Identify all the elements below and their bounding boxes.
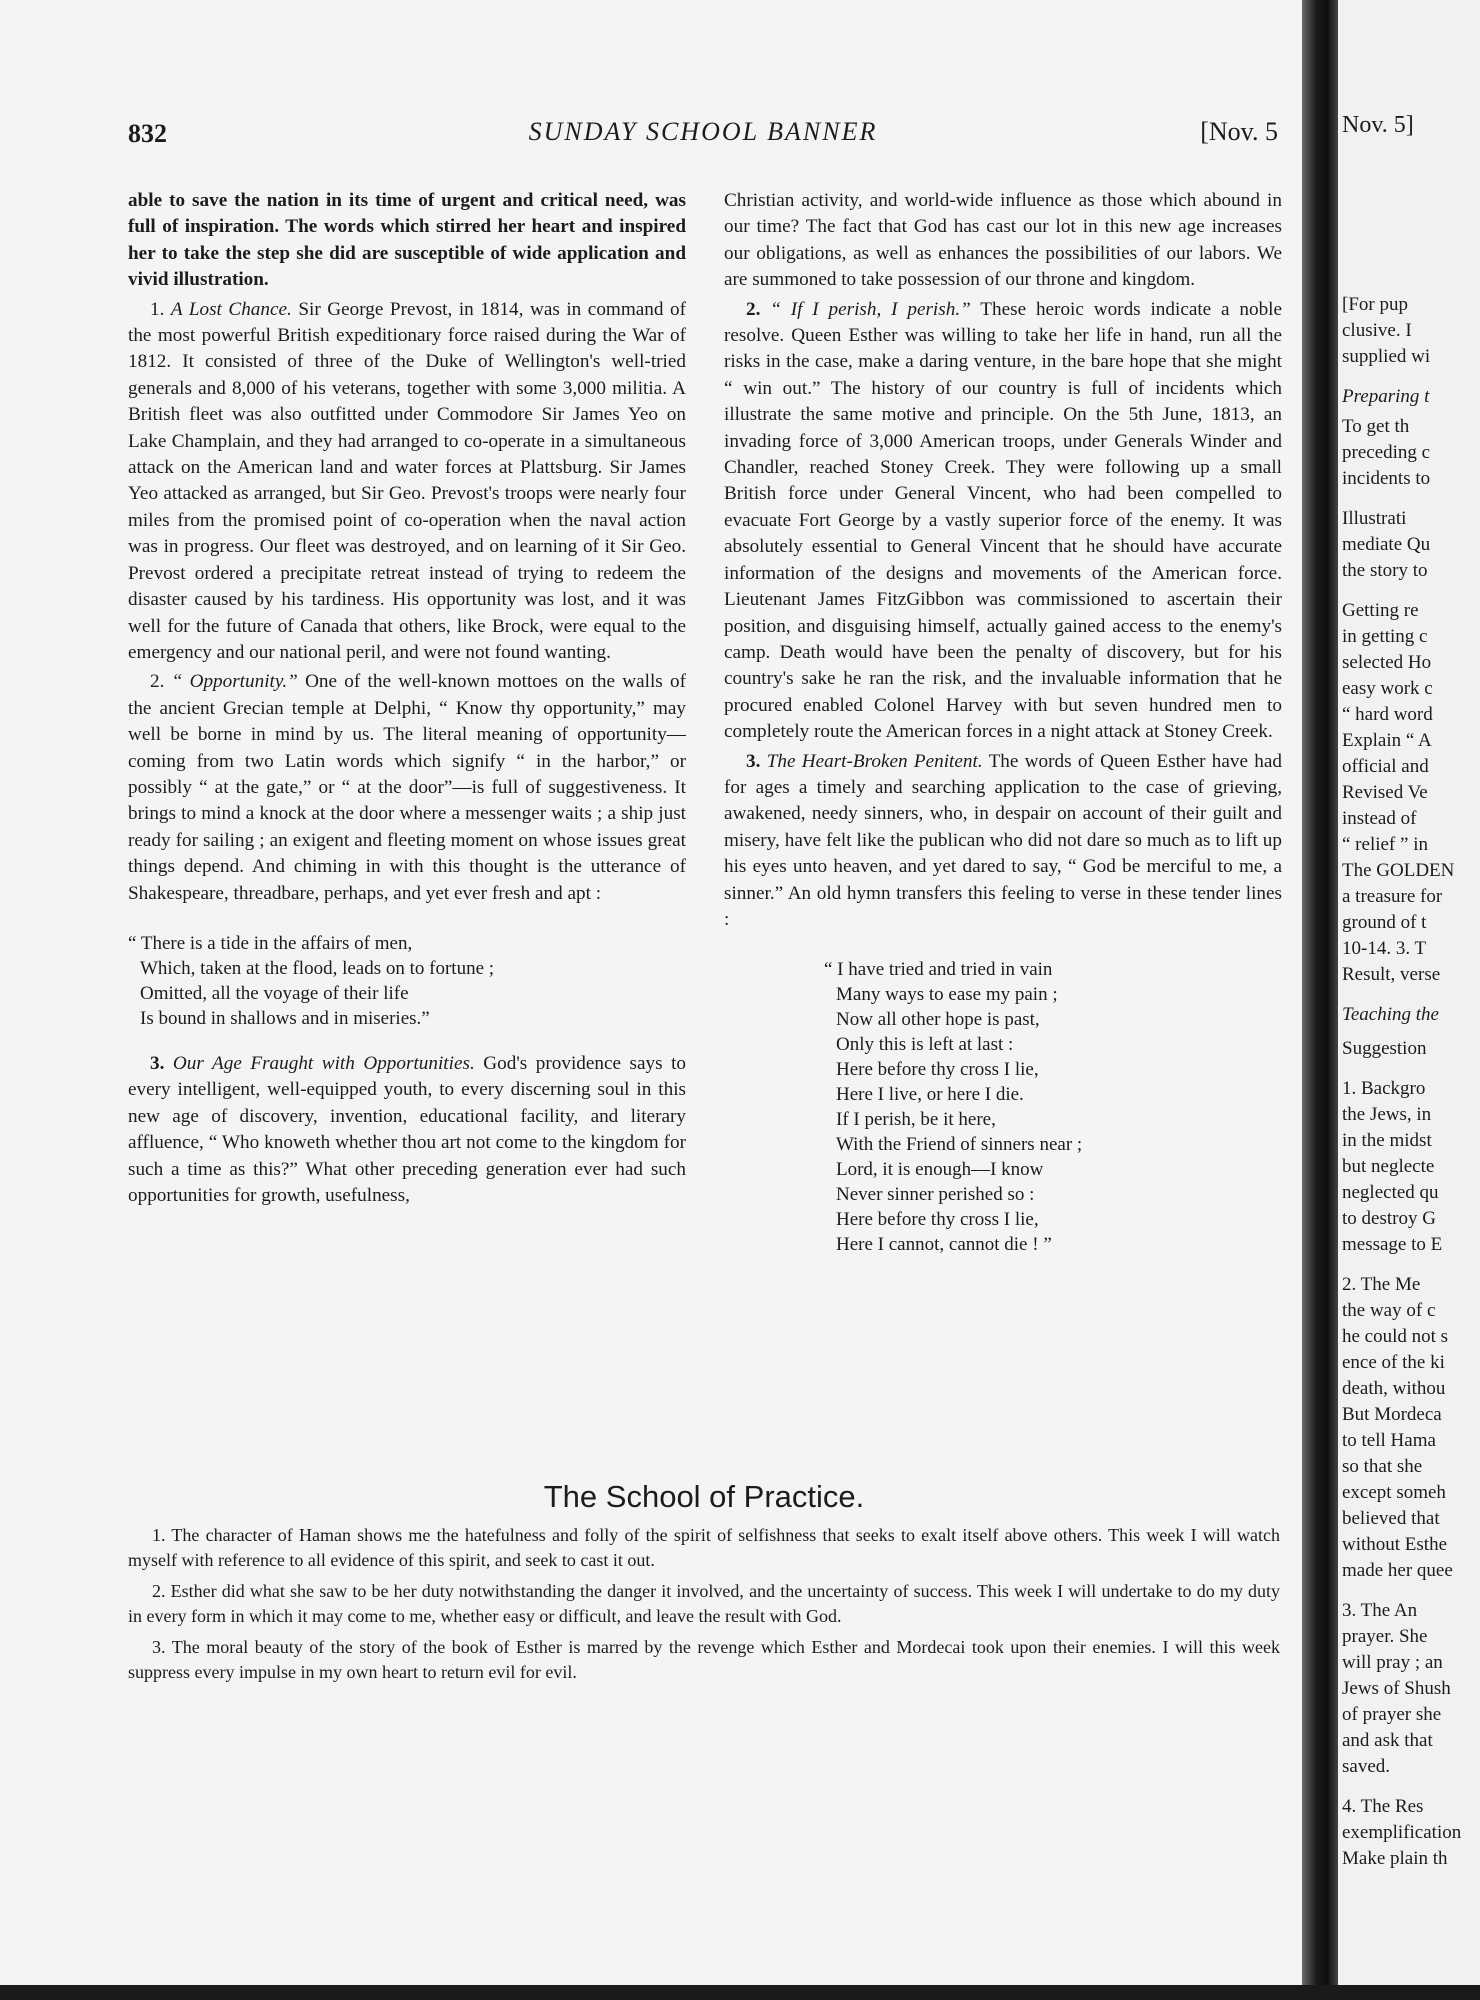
- poem-line: Only this is left at last :: [836, 1034, 1014, 1056]
- right-page-line: Explain “ A: [1342, 730, 1432, 751]
- left-column: [128, 188, 686, 1212]
- right-page-line: the way of c: [1342, 1300, 1436, 1321]
- right-page-line: 3. The An: [1342, 1600, 1418, 1621]
- right-page-line: “ relief ” in: [1342, 834, 1428, 855]
- poem-line: Here I cannot, cannot die ! ”: [836, 1234, 1052, 1256]
- right-page-line: message to E: [1342, 1234, 1443, 1255]
- right-page-line: preceding c: [1342, 442, 1431, 463]
- right-page-line: ground of t: [1342, 912, 1427, 933]
- paragraph-opportunity: [128, 669, 686, 907]
- right-page-line: will pray ; an: [1342, 1652, 1443, 1673]
- right-page-line: of prayer she: [1342, 1704, 1442, 1725]
- right-page-line: instead of: [1342, 808, 1417, 829]
- poem-line: Lord, it is enough—I know: [836, 1159, 1044, 1181]
- right-page-line: without Esthe: [1342, 1534, 1448, 1555]
- paragraph-text: These heroic words indicate a noble resolve. Queen Esther was willing to take her life in hand, run all the risks in the case, make a daring venture, in the bare hope that she might “ win out.” The history of our country is full of incidents which illustrate the same motive and principle. On the 5th June, 1813, an invading force of 3,000 American troops, under Generals Winder and Chandler, reached Stoney Creek. They were following up a small British force under General Vincent, who had been compelled to evacuate Fort George by a vastly superior force of the enemy. It was absolutely essential to General Vincent that he should have accurate information of the designs and movements of the American force. Lieutenant James FitzGibbon was commissioned to ascertain their position, and disguising himself, actually gained access to the enemy's camp. Death would have been the penalty of discovery, but for his country's sake he ran the risk, and the invaluable information that he procured enabled Colonel Harvey with but seven hundred men to completely route the American forces in a night attack at Stoney Creek.: [724, 298, 1283, 743]
- issue-date: [Nov. 5: [1200, 117, 1278, 146]
- right-page-line: saved.: [1342, 1756, 1391, 1777]
- right-page-line: except someh: [1342, 1482, 1446, 1503]
- right-page-line: and ask that: [1342, 1730, 1433, 1751]
- practice-item: 2. Esther did what she saw to be her duty notwithstanding the danger it involved, and the uncertainty of success. This week I will undertake to do my duty in every form in which it may come to me, whether easy or difficult, and leave the result with God.: [128, 1581, 1280, 1626]
- poem-line: Omitted, all the voyage of their life: [140, 982, 409, 1004]
- right-page-header: Nov. 5]: [1342, 112, 1414, 138]
- poem-line: Here before thy cross I lie,: [836, 1209, 1039, 1231]
- paragraph-heading: The Heart-Broken Penitent.: [766, 750, 983, 772]
- right-page-line: To get th: [1342, 416, 1410, 437]
- shakespeare-quote: [128, 931, 686, 1031]
- right-page-line: so that she: [1342, 1456, 1423, 1477]
- right-page-line: he could not s: [1342, 1326, 1449, 1347]
- right-page-line: to tell Hama: [1342, 1430, 1436, 1451]
- right-page-line: incidents to: [1342, 468, 1431, 489]
- right-page-line: Suggestion: [1342, 1038, 1427, 1059]
- paragraph-text: The words of Queen Esther have had for ages a timely and searching application to the case of grieving, awakened, needy sinners, who, in despair on account of their guilt and misery, have felt like the publican who did not dare so much as to lift up his eyes unto heaven, and yet dared to say, “ God be merciful to me, a sinner.” An old hymn transfers this feeling to verse in these tender lines :: [724, 750, 1283, 930]
- paragraph-lost-chance: [128, 297, 686, 667]
- paragraph-number: 3.: [746, 750, 761, 772]
- right-page-line: mediate Qu: [1342, 534, 1431, 555]
- book-gutter: [1302, 0, 1338, 2000]
- right-page-line: Make plain th: [1342, 1848, 1448, 1869]
- hymn-quote: [824, 957, 1282, 1257]
- right-page-line: a treasure for: [1342, 886, 1443, 907]
- practice-item: 3. The moral beauty of the story of the book of Esther is marred by the revenge which Esther and Mordecai took upon their enemies. I will this week suppress every impulse in my own heart to return evil for evil.: [128, 1637, 1280, 1682]
- right-page-line: Result, verse: [1342, 964, 1441, 985]
- right-page-line: The GOLDEN: [1342, 860, 1455, 881]
- school-of-practice: [128, 1479, 1280, 1691]
- paragraph-number: 2.: [746, 298, 761, 320]
- poem-line: If I perish, be it here,: [836, 1109, 996, 1131]
- right-page-line: supplied wi: [1342, 346, 1431, 367]
- bottom-edge: [0, 1985, 1480, 2000]
- poem-line: “ I have tried and tried in vain: [824, 959, 1053, 981]
- right-page-line: the story to: [1342, 560, 1428, 581]
- intro-paragraph: able to save the nation in its time of urgent and critical need, was full of inspiration. The words which stirred her heart and inspired her to take the step she did are susceptible of wide application and vivid illustration.: [128, 190, 686, 291]
- paragraph-heading: Our Age Fraught with Opportunities.: [172, 1052, 475, 1074]
- paragraph-if-i-perish: [724, 297, 1282, 746]
- right-page-line: to destroy G: [1342, 1208, 1436, 1229]
- right-page-line: Preparing t: [1342, 386, 1430, 407]
- poem-line: Here before thy cross I lie,: [836, 1059, 1039, 1081]
- paragraph-number: 1.: [150, 298, 165, 320]
- right-page-line: 10-14. 3. T: [1342, 938, 1427, 959]
- right-page-line: exemplification: [1342, 1822, 1462, 1843]
- paragraph-number: 2.: [150, 671, 165, 693]
- right-page-line: Jews of Shush: [1342, 1678, 1451, 1699]
- right-page-line: prayer. She: [1342, 1626, 1428, 1647]
- paragraph-heading: “ If I perish, I perish.”: [770, 298, 971, 320]
- right-page-line: neglected qu: [1342, 1182, 1439, 1203]
- poem-line: “ There is a tide in the affairs of men,: [128, 932, 413, 954]
- right-page-line: believed that: [1342, 1508, 1440, 1529]
- right-page-line: clusive. I: [1342, 320, 1412, 341]
- paragraph-text: God's providence says to every intelligent, well-equipped youth, to every discerning soul in this new age of discovery, invention, educational facility, and literary affluence, “ Who knoweth whether thou art not come to the kingdom for such a time as this?” What other preceding generation ever had such opportunities for growth, usefulness,: [128, 1052, 687, 1206]
- right-page-line: Teaching the: [1342, 1004, 1439, 1025]
- right-page-line: in the midst: [1342, 1130, 1432, 1151]
- paragraph-number: 3.: [150, 1052, 165, 1074]
- paragraph-text: One of the well-known mottoes on the walls of the ancient Grecian temple at Delphi, “ Know thy opportunity,” may well be borne in mind by us. The literal meaning of opportunity—coming from two Latin words which signify “ in the harbor,” or possibly “ at the gate,” or “ at the door”—is full of suggestiveness. It brings to mind a knock at the door where a messenger waits ; a ship just ready for sailing ; an exigent and fleeting moment on whose issues great things depend. And chiming in with this thought is the utterance of Shakespeare, threadbare, perhaps, and yet ever fresh and apt :: [128, 671, 687, 904]
- right-column: [724, 188, 1282, 1277]
- page-number: 832: [128, 119, 167, 148]
- right-page-line: [For pup: [1342, 294, 1408, 315]
- right-page-line: But Mordeca: [1342, 1404, 1442, 1425]
- right-page-line: 1. Backgro: [1342, 1078, 1426, 1099]
- right-page-line: death, withou: [1342, 1378, 1446, 1399]
- poem-line: Here I live, or here I die.: [836, 1084, 1024, 1106]
- paragraph-heading: A Lost Chance.: [170, 298, 292, 320]
- right-page-line: ence of the ki: [1342, 1352, 1445, 1373]
- paragraph-our-age: [128, 1051, 686, 1209]
- publication-title: SUNDAY SCHOOL BANNER: [528, 117, 878, 146]
- right-page-line: 4. The Res: [1342, 1796, 1424, 1817]
- right-page-line: selected Ho: [1342, 652, 1432, 673]
- poem-line: With the Friend of sinners near ;: [836, 1134, 1083, 1156]
- poem-line: Which, taken at the flood, leads on to fortune ;: [140, 957, 495, 979]
- practice-item: 1. The character of Haman shows me the hatefulness and folly of the spirit of selfishness that seeks to exalt itself above others. This week I will watch myself with reference to all evidence of this spirit, and seek to cast it out.: [128, 1525, 1280, 1570]
- section-title: The School of Practice.: [543, 1479, 865, 1514]
- running-head: [128, 117, 1278, 157]
- poem-line: Now all other hope is past,: [836, 1009, 1040, 1031]
- right-page-line: in getting c: [1342, 626, 1428, 647]
- right-page-line: easy work c: [1342, 678, 1433, 699]
- right-page-line: made her quee: [1342, 1560, 1453, 1581]
- right-page-line: the Jews, in: [1342, 1104, 1432, 1125]
- poem-line: Many ways to ease my pain ;: [836, 984, 1058, 1006]
- right-page-line: but neglecte: [1342, 1156, 1435, 1177]
- right-page-line: 2. The Me: [1342, 1274, 1421, 1295]
- paragraph-penitent: [724, 749, 1282, 934]
- right-page-line: “ hard word: [1342, 704, 1433, 725]
- right-page-line: Revised Ve: [1342, 782, 1428, 803]
- right-page-line: official and: [1342, 756, 1429, 777]
- paragraph-text: Sir George Prevost, in 1814, was in command of the most powerful British expeditionary force raised during the War of 1812. It consisted of three of the Duke of Wellington's well-tried generals and 8,000 of his veterans, together with some 3,000 militia. A British fleet was also outfitted under Commodore Sir James Yeo on Lake Champlain, and they had arranged to co-operate in a simultaneous attack on the American land and water forces at Plattsburg. Sir James Yeo attacked as arranged, but Sir Geo. Prevost's troops were nearly four miles from the promised point of co-operation when the naval action was in progress. Our fleet was destroyed, and on learning of it Sir Geo. Prevost ordered a precipitate retreat instead of trying to redeem the disaster caused by his tardiness. His opportunity was lost, and it was well for the future of Canada that others, like Brock, were equal to the emergency and our national peril, and were not found wanting.: [128, 298, 686, 663]
- right-page-line: Getting re: [1342, 600, 1419, 621]
- poem-line: Never sinner perished so :: [836, 1184, 1035, 1206]
- continued-paragraph: Christian activity, and world-wide influence as those which abound in our time? The fact that God has cast our lot in this new age increases our obligations, as well as enhances the possibilities of our labors. We are summoned to take possession of our throne and kingdom.: [724, 190, 1282, 291]
- poem-line: Is bound in shallows and in miseries.”: [140, 1007, 430, 1029]
- paragraph-heading: “ Opportunity.”: [171, 671, 298, 693]
- right-page-line: Illustrati: [1342, 508, 1407, 529]
